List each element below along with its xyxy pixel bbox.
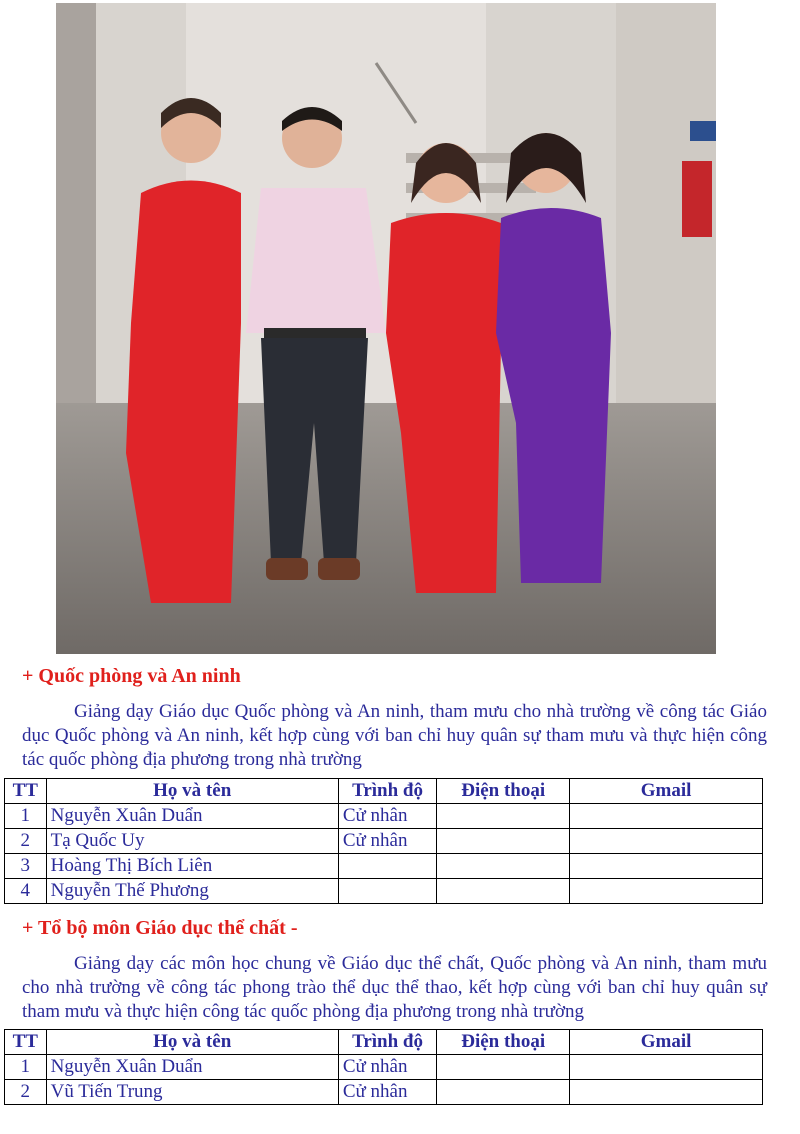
cell-phone <box>437 879 570 904</box>
table-row <box>5 879 763 904</box>
table-row <box>5 1055 763 1080</box>
cell-level: Cử nhân <box>338 1080 436 1105</box>
cell-tt: 3 <box>5 854 47 879</box>
cell-name: Tạ Quốc Uy <box>46 829 338 854</box>
cell-phone <box>437 804 570 829</box>
table-row <box>5 854 763 879</box>
section-heading-the-chat: + Tổ bộ môn Giáo dục thể chất - <box>22 917 298 939</box>
cell-phone <box>437 854 570 879</box>
cell-gmail <box>570 879 763 904</box>
cell-phone <box>437 1055 570 1080</box>
cell-level: Cử nhân <box>338 1055 436 1080</box>
cell-gmail <box>570 829 763 854</box>
column-header-phone: Điện thoại <box>437 779 570 804</box>
cell-level <box>338 879 436 904</box>
staff-table-quoc-phong <box>4 778 763 904</box>
column-header-phone: Điện thoại <box>437 1030 570 1055</box>
column-header-tt: TT <box>5 779 47 804</box>
column-header-name: Họ và tên <box>46 779 338 804</box>
cell-name: Hoàng Thị Bích Liên <box>46 854 338 879</box>
table-row <box>5 829 763 854</box>
cell-tt: 2 <box>5 829 47 854</box>
column-header-gmail: Gmail <box>570 779 763 804</box>
section-heading-quoc-phong: + Quốc phòng và An ninh <box>22 665 241 687</box>
cell-gmail <box>570 1055 763 1080</box>
column-header-level: Trình độ <box>338 1030 436 1055</box>
table-row <box>5 804 763 829</box>
cell-phone <box>437 829 570 854</box>
cell-level: Cử nhân <box>338 804 436 829</box>
cell-gmail <box>570 1080 763 1105</box>
table-header-row <box>5 779 763 804</box>
cell-tt: 2 <box>5 1080 47 1105</box>
section-description-quoc-phong: Giảng dạy Giáo dục Quốc phòng và An ninh, tham mưu cho nhà trường về công tác Giáo dục Quốc phòng và An ninh, kết hợp cùng với ban chỉ huy quân sự tham mưu và thực hiện công tác quốc phòng địa phương trong nhà trường <box>22 701 767 770</box>
table-row <box>5 1080 763 1105</box>
cell-tt: 1 <box>5 804 47 829</box>
table-header-row <box>5 1030 763 1055</box>
cell-name: Nguyễn Xuân Duẩn <box>46 1055 338 1080</box>
cell-level: Cử nhân <box>338 829 436 854</box>
cell-tt: 1 <box>5 1055 47 1080</box>
column-header-level: Trình độ <box>338 779 436 804</box>
cell-gmail <box>570 854 763 879</box>
cell-gmail <box>570 804 763 829</box>
cell-name: Nguyễn Xuân Duẩn <box>46 804 338 829</box>
cell-name: Nguyễn Thế Phương <box>46 879 338 904</box>
staff-table-the-chat <box>4 1029 763 1105</box>
cell-level <box>338 854 436 879</box>
cell-name: Vũ Tiến Trung <box>46 1080 338 1105</box>
cell-tt: 4 <box>5 879 47 904</box>
group-photo <box>56 3 716 654</box>
column-header-gmail: Gmail <box>570 1030 763 1055</box>
section-description-the-chat: Giảng dạy các môn học chung về Giáo dục thể chất, Quốc phòng và An ninh, tham mưu cho nhà trường về công tác phong trào thể dục thể thao, kết hợp cùng với ban chỉ huy quân sự tham mưu và thực hiện công tác quốc phòng địa phương trong nhà trường <box>22 953 767 1022</box>
column-header-name: Họ và tên <box>46 1030 338 1055</box>
column-header-tt: TT <box>5 1030 47 1055</box>
cell-phone <box>437 1080 570 1105</box>
